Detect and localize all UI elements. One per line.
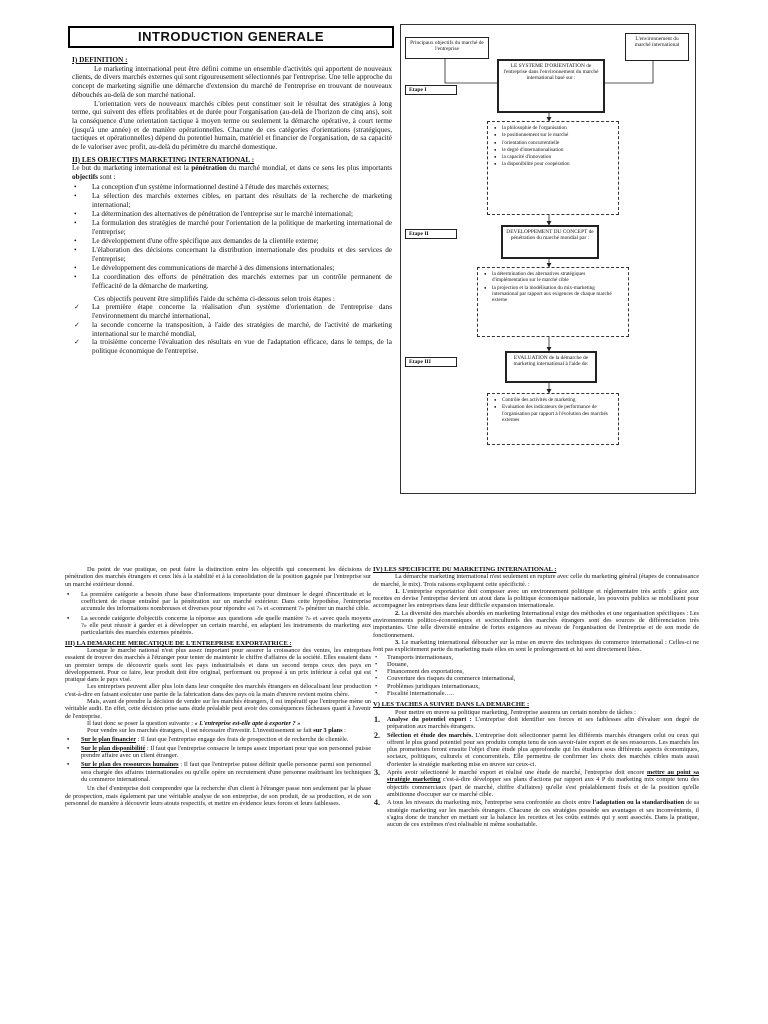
task-label: Sélection et étude des marchés. <box>387 731 473 739</box>
list-item: • La formulation des stratégies de marché pour l'orientation de la politique de marketing international de l'entreprise; <box>72 219 392 236</box>
reason-number: 2. <box>395 609 400 617</box>
stages-intro: Ces objectifs peuvent être simplifiés l'aide du schéma ci-dessous selon trois étapes : <box>94 294 335 303</box>
objectives-intro <box>72 164 392 181</box>
list-item: ● la capacité d'innovation <box>494 154 612 160</box>
environment-box: L'environnement du marché international <box>625 33 689 61</box>
definition-heading: I) DEFINITION : <box>72 55 128 64</box>
plan-label: Sur le plan financier <box>81 735 136 743</box>
task-number: 3. <box>374 768 380 778</box>
definition-paragraph-1: Le marketing international peut être défini comme un ensemble d'activités qui apportent de nouveaux clients, de divers marchés externes qui sont rigoureusement sélectionnés par l'entreprise. Une telle approche du concept de marketing signifie une démarche d'extension du marché de l'entreprise en trouvant de nouveaux débouchés au-delà de son marché national. <box>72 64 392 99</box>
approach-paragraph-2: Les entreprises peuvent aller plus loin dans leur conquête des marchés étrangers en délocalisant leur production c'est-à-dire en faisant exécuter une partie de la fabrication dans des pays où la main d'œuvre revient moins chère. <box>65 683 371 698</box>
text-run: Il faut donc se poser la question suivante : <box>87 719 195 727</box>
task-number: 1. <box>374 714 380 724</box>
list-item: ● la disponibilité pour coopération <box>494 161 612 167</box>
main-objectives-box: Principaux objectifs du marché de l'entreprise <box>405 37 489 59</box>
list-item: • Transports internationaux, <box>373 654 699 661</box>
concept-criteria-box <box>477 267 629 337</box>
text-run: du marché mondial, et dans ce sens les plus importants <box>226 164 392 173</box>
specificity-intro: La démarche marketing international n'est seulement en rupture avec celle du marketing général (étapes de connaissance de marché, le mix). Trois raisons expliquent cette spécificité. : <box>373 573 699 588</box>
orientation-system-box: LE SYSTEME D'ORIENTATION de l'entreprise dans l'environnement du marché international basé sur : <box>497 59 605 113</box>
stage-2-label: Etape II <box>405 229 457 239</box>
task-text: L'entreprise doit identifier ses forces et ses faiblesses afin d'évaluer son degré de préparation aux marchés étrangers. <box>387 715 699 731</box>
list-item <box>373 769 699 798</box>
list-item <box>65 745 371 760</box>
list-item: • Fiscalité internationale….. <box>373 690 699 697</box>
list-item: • La sélection des marchés externes cibles, en partant des résultats de la recherche de marketing international; <box>72 192 392 209</box>
reason-text: Le marketing international déboucher sur la mise en œuvre des techniques du commerce international : Celles-ci ne font pas explicitement partie du marketing mais elles en sont le prolongement et lui sont directement liées. <box>373 638 699 654</box>
text-run-bold-italic: « L'entreprise est-elle apte à exporter ? » <box>194 719 301 727</box>
list-item: ✓ la troisième concerne l'évaluation des résultats en vue de l'adaptation efficace, dans le temps, de la politique économique de l'entreprise. <box>72 338 392 355</box>
text-run-bold: pénétration <box>191 164 227 173</box>
specificity-reason-1 <box>373 588 699 610</box>
bottom-right-column <box>373 566 699 829</box>
task-text: A tous les niveaux du marketing mix, l'entreprise sera confrontée au choix entre <box>387 799 593 807</box>
text-run-bold: sur 3 plans <box>313 727 343 735</box>
list-item: ● la projection et la modélisation du mix-marketing international par rapport aux exigences de chaque marché externe <box>484 285 622 304</box>
orientation-diagram <box>400 24 696 494</box>
task-text: c'est-à-dire développer ses plans d'actions par rapport aux 4 P du marketing mix compte tenu des objectifs commerciaux (part de marché, chiffre d'affaires) qu'elle s'est préalablement fixés et de la position qu'elle ambitionne d'occuper sur ce marché cible. <box>387 776 700 798</box>
list-item: • L'élaboration des décisions concernant la distribution internationale des produits et des services de l'entreprise; <box>72 246 392 263</box>
categories-list <box>65 591 371 637</box>
stage-1-label: Etape I <box>405 85 457 95</box>
task-label: l'adaptation ou la standardisation <box>592 799 685 807</box>
stage-3-label: Etape III <box>405 357 457 367</box>
concept-box: DEVELOPPEMENT DU CONCEPT de pénétration du marché mondial par : <box>501 225 599 259</box>
text-run: : <box>342 727 346 735</box>
list-item: • La conception d'un système informationnel destiné à l'étude des marchés externes; <box>72 183 392 192</box>
tasks-heading: V) LES TACHES A SUIVRE DANS LA DEMARCHE : <box>373 701 530 709</box>
list-item: ● le positionnement sur le marché <box>494 132 612 138</box>
reason-text: La diversité des marchés abordés en marketing International exige des méthodes et une organisation spécifiques : Les environnements politico-économiques et socioculturels des marchés étrangers sont des sources de différenciation très importantes. Une telle diversité entraîne de fortes exigences au niveau de l'organisation de l'entreprise et de son mode de fonctionnement. <box>373 609 699 639</box>
list-item: • La coordination des efforts de pénétration des marchés externes par un contrôle permanent de l'efficacité de la démarche de marketing. <box>72 273 392 290</box>
list-item: ● la philosophie de l'organisation <box>494 125 612 131</box>
approach-paragraph-1: Lorsque le marché national n'est plus assez important pour assurer la croissance des ventes, les entreprises essaient de trouver des marchés à l'étranger pour tenter de maintenir le chiffre d'affaires de la société. Elles essaient dans un premier temps de découvrir quels sont les pays industrialisés et dans un second temps ceux des pays en développement. Pour ce faire, leur produit doit être original, performant ou proposé à un prix inférieur à celui qui est pratiqué dans le pays visé. <box>65 646 371 684</box>
orientation-criteria-box <box>487 121 619 215</box>
bottom-left-column <box>65 566 371 807</box>
list-item: ● l'orientation concurrentielle <box>494 140 612 146</box>
list-item: ● Contrôle des activités de marketing <box>494 397 612 403</box>
list-item <box>373 716 699 731</box>
text-run: Pour vendre sur les marchés étrangers, il est nécessaire d'investir. L'investissement se fait <box>87 727 314 735</box>
evaluation-box: EVALUATION de la démarche de marketing international à l'aide de: <box>505 351 597 383</box>
list-item: • Couverture des risques du commerce international, <box>373 675 699 682</box>
list-item: • La seconde catégorie d'objectifs concerne la réponse aux questions «de quelle manière ?» et «avec quels moyens ?» elle peut réussir à garder et à développer un certain marché, en adaptant les instruments du marketing aux particularités des marchés externes pénétrés. <box>65 615 371 637</box>
list-item: ✓ la seconde concerne la transposition, à l'aide des stratégies de marché, de l'activité de marketing international sur le marché mondial, <box>72 321 392 338</box>
list-item <box>65 736 371 743</box>
approach-question <box>65 720 371 727</box>
plan-text: : Il faut que l'entreprise puisse définir quelle personne parmi son personnel sera chargée des affaires internationales ou qu'elle opère un recrutement d'une personne maîtrisant les techniques du commerce international. <box>81 761 371 784</box>
list-item: • Le développement des communications de marché à des dimensions internationales; <box>72 264 392 273</box>
task-number: 4. <box>374 798 380 808</box>
top-page <box>0 0 768 500</box>
task-label: Analyse du potentiel export : <box>387 715 472 723</box>
list-item: ✓ La première étape concerne la réalisation d'un système d'orientation de l'entreprise dans l'environnement du marché international, <box>72 303 392 320</box>
list-item: • Douane, <box>373 661 699 668</box>
bottom-page <box>0 566 768 1024</box>
evaluation-criteria-box <box>487 393 619 445</box>
list-item <box>65 761 371 783</box>
specificity-reason-3 <box>373 639 699 654</box>
list-item: ● la détermination des alternatives stratégiques d'implémentation sur le marché cible <box>484 271 622 284</box>
stages-list <box>72 303 392 355</box>
list-item: • Le développement d'une offre spécifique aux demandes de la clientèle externe; <box>72 237 392 246</box>
text-run: Le but du marketing international est la <box>72 164 192 173</box>
plan-label: Sur le plan disponibilité <box>81 744 146 752</box>
plan-text: : Il faut que l'entreprise consacre le temps assez important pour que son personnel puisse prendre affaire avec un client étranger. <box>81 744 371 760</box>
list-item <box>373 799 699 828</box>
reason-text: L'entreprise exportatrice doit composer avec un environnement politique et réglementaire très actifs : grâce aux recettes en devise l'entreprise devient un atout dans la politique économique nationale, les pouvoirs publics se mobilisent pour accompagner les entreprises dans leur difficile expansion internationale. <box>373 587 699 610</box>
list-item: ● le degré d'internationalisation <box>494 147 612 153</box>
objectives-heading: II) LES OBJECTIFS MARKETING INTERNATIONAL : <box>72 154 255 164</box>
techniques-list <box>373 654 699 698</box>
task-text: L'entreprise doit sélectionner parmi les différents marchés étrangers celui ou ceux qui offrent le plus grand potentiel pour ses produits compte tenu de son savoir-faire export et de ses ressources. Les marchés les plus prometteurs feront ensuite l'objet d'une étude plus approfondie qui les étudiera sous différents aspects économiques, sociaux, politiques, culturels et concurrentiels. Elle permettra de confirmer les choix des marchés cibles mais aussi d'orienter la stratégie marketing mise en œuvre sur ceux-ci. <box>387 731 699 768</box>
page-title: INTRODUCTION GENERALE <box>68 26 394 48</box>
approach-paragraph-4 <box>65 727 371 734</box>
plan-label: Sur le plan des ressources humaines <box>81 761 179 769</box>
list-item: • La détermination des alternatives de pénétration de l'entreprise sur le marché international; <box>72 210 392 219</box>
text-run-bold: objectifs <box>72 173 98 182</box>
tasks-list <box>373 716 699 828</box>
definition-paragraph-2: L'orientation vers de nouveaux marchés cibles peut constituer soit le résultat des stratégies à long terme, qui suivent des effets profitables et de durée pour l'organisation (au-delà de l'horizon de cinq ans), soit la conséquence d'une orientation tactique à moyen terme ou seulement la démarche opérative, à court terme (jusqu'à une année) et de manière opérationnelles. Chacune de ces catégories d'orientations (stratégiques, tactiques et opérationnelles) dépend du potentiel humain, matériel et financier de l'organisation, de sa capacité de le valoriser avec profit, au-delà du périmètre du marché domestique. <box>72 99 392 152</box>
approach-heading: III) LA DEMARCHE MERCATIQUE DE L'ENTREPRISE EXPORTATRICE : <box>65 639 292 647</box>
task-number: 2. <box>374 730 380 740</box>
text-run: sont : <box>97 173 116 182</box>
list-item: • Financement des exportations, <box>373 668 699 675</box>
task-label: mettre au point sa stratégie marketing <box>387 769 700 784</box>
specificity-heading: IV) LES SPECIFICITE DU MARKETING INTERNATIONAL : <box>373 566 557 573</box>
tasks-intro: Pour mettre en œuvre sa politique marketing, l'entreprise assurera un certain nombre de tâches : <box>395 708 636 716</box>
left-column <box>72 54 392 356</box>
plans-list <box>65 736 371 784</box>
list-item: • Problèmes juridiques internationaux, <box>373 683 699 690</box>
task-text: Après avoir sélectionné le marché export et réalisé une étude de marché, l'entreprise doit encore <box>387 769 647 777</box>
list-item <box>373 732 699 768</box>
approach-paragraph-3: Mais, avant de prendre la décision de vendre sur les marchés étrangers, il est impératif que l'entreprise mène un véritable audit. En effet, cette décision prise sans étude préalable peut avoir des conséquences fâcheuses quant à l'avenir de l'entreprise. <box>65 698 371 720</box>
list-item: ● Evaluation des indicateurs de performance de l'organisation par rapport à l'évolution des marchés externes <box>494 404 612 423</box>
task-text: de sa stratégie marketing sur les marchés étrangers. Chacune de ces stratégies possède ses avantages et ses inconvénients, il s'agira donc de trancher en mettant sur la balance les recettes et les coûts estimés qui y sont associés. Dans la pratique, aucun de ces extrêmes n'est réalisable ni même souhaitable. <box>387 799 699 829</box>
reason-number: 3. <box>395 638 400 646</box>
approach-paragraph-5: Un chef d'entreprise doit comprendre que la recherche d'un client à l'étranger passe non seulement par la phase de prospection, mais également par une véritable analyse de son entreprise, de son produit, de sa production, et de son personnel de manière à découvrir leurs atouts respectifs, et mettre en évidence leurs forces et leurs faiblesses. <box>65 785 371 807</box>
list-item: • La première catégorie a besoin d'une base d'informations importante pour diminuer le degré d'incertitude et le coefficient de risque entraîné par la pénétration sur un marché extérieur. Dans cette hypothèse, l'entreprise accumule des informations nombreuses et diverses pour répondre «si ?» et «comment ?» pénétrer un marché cible. <box>65 591 371 613</box>
plan-text: : Il faut que l'entreprise engage des frais de prospection et de recherche de clientèle. <box>136 735 349 743</box>
specificity-reason-2 <box>373 610 699 639</box>
reason-number: 1. <box>395 587 400 595</box>
practical-intro: Du point de vue pratique, on peut faire la distinction entre les objectifs qui concernent les décisions de pénétration des marchés étrangers et ceux liés à la stabilité et à la consolidation de la position gagnée par l'entreprise sur un marché extérieur donné. <box>65 566 371 588</box>
objectives-list <box>72 183 392 291</box>
